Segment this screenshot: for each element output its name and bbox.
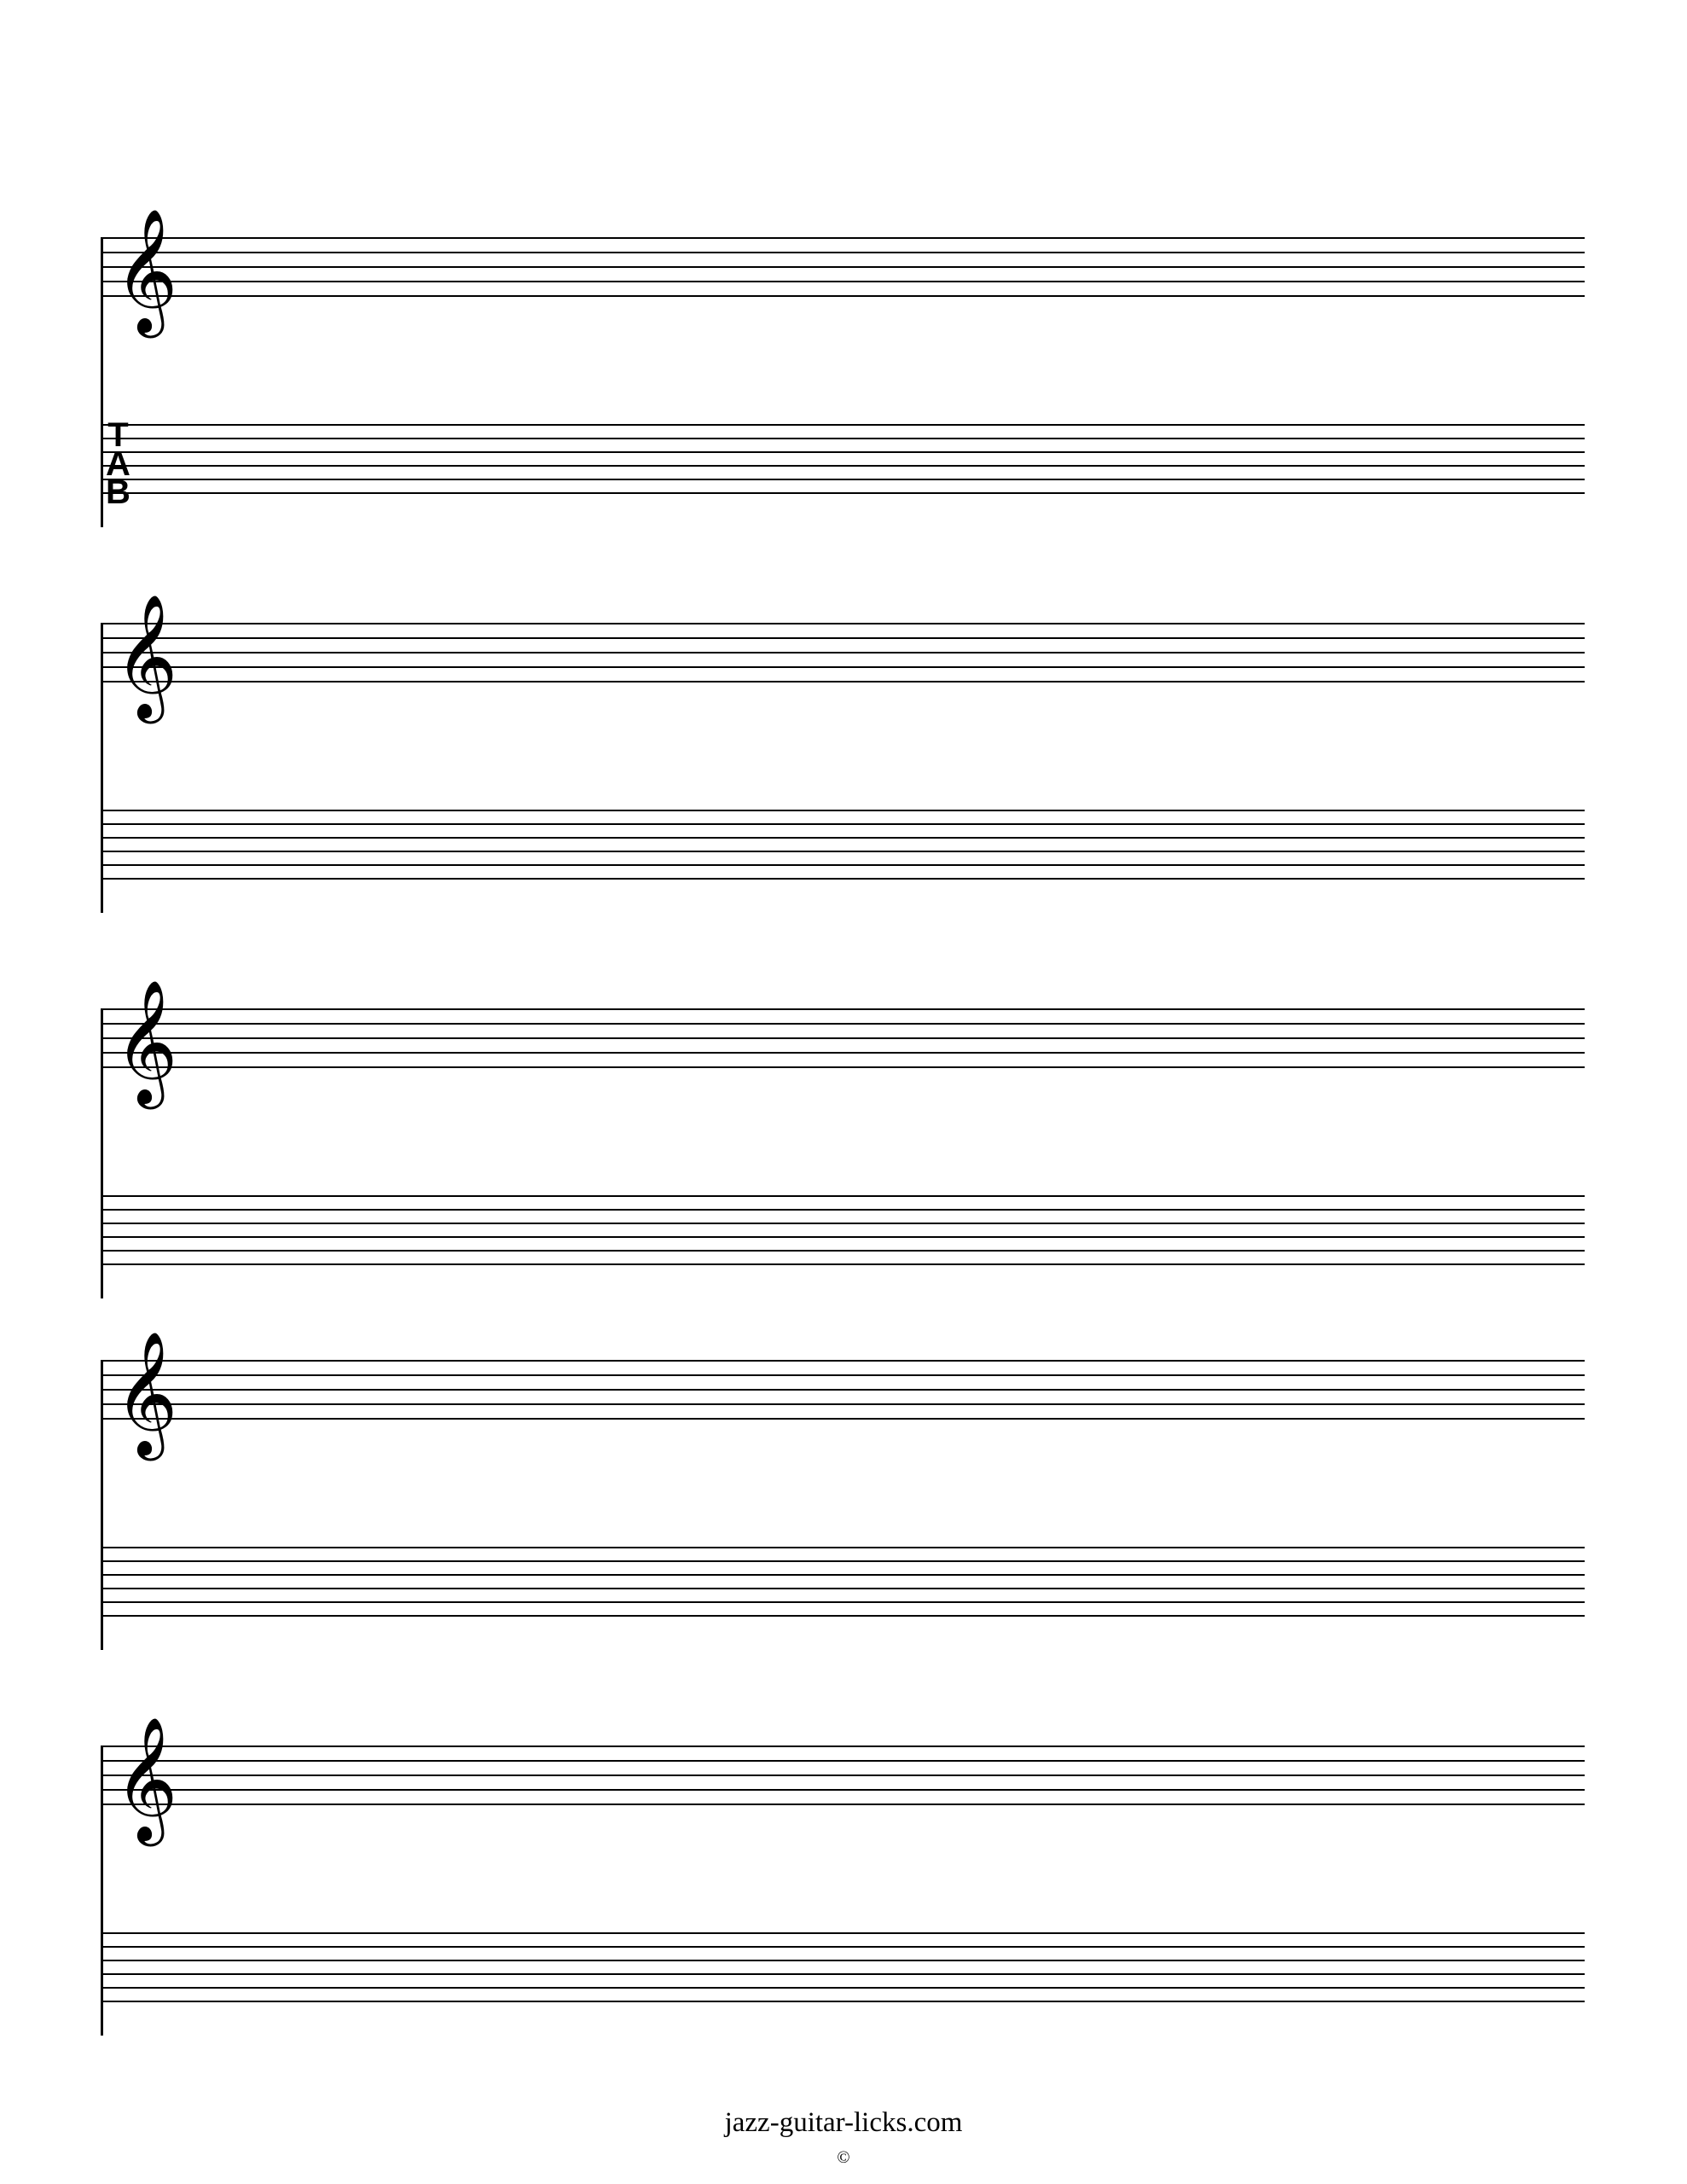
notation-staff-5 [101,1716,1585,1841]
staff-line [101,1066,1585,1068]
tab-line [101,479,1585,480]
treble-clef-icon: 𝄞 [114,1716,178,1841]
tab-line [101,823,1585,825]
tab-line [101,1588,1585,1589]
staff-line [101,681,1585,682]
tab-line [101,2001,1585,2002]
staff-line [101,666,1585,668]
staff-line [101,281,1585,282]
staff-line [101,266,1585,268]
tab-line [101,1615,1585,1617]
tab-line [101,424,1585,426]
tab-line [101,1946,1585,1948]
tab-line [101,1547,1585,1548]
tab-staff-3 [101,1195,1585,1265]
tab-line [101,1250,1585,1252]
notation-staff-1 [101,207,1585,333]
staff-line [101,1037,1585,1039]
tab-line [101,1932,1585,1934]
staff-line [101,252,1585,253]
tab-line [101,492,1585,494]
tab-letter-b: B [106,473,130,512]
tab-line [101,810,1585,811]
staff-line [101,1374,1585,1376]
staff-line [101,637,1585,639]
tab-label [106,416,130,512]
tab-line [101,864,1585,866]
tab-line [101,851,1585,852]
tab-line [101,1263,1585,1265]
tab-staff-2 [101,810,1585,880]
treble-clef-icon: 𝄞 [114,1330,178,1455]
staff-line [101,1760,1585,1762]
notation-staff-2 [101,593,1585,718]
staff-line [101,1052,1585,1054]
staff-line [101,1804,1585,1805]
staff-line [101,623,1585,624]
staff-line [101,237,1585,239]
staff-line [101,1008,1585,1010]
tab-letter-t: T [107,416,129,454]
treble-clef-icon: 𝄞 [114,207,178,333]
tab-line [101,1960,1585,1961]
tab-line [101,1973,1585,1975]
staff-line [101,1023,1585,1025]
footer-copyright: © [837,2148,850,2167]
notation-staff-3 [101,979,1585,1104]
tab-line [101,1560,1585,1562]
footer-website-url[interactable]: jazz-guitar-licks.com [724,2107,963,2138]
staff-line [101,1789,1585,1791]
tab-line [101,1987,1585,1989]
tab-line [101,1195,1585,1197]
tab-staff-1 [101,416,1585,512]
tab-staff-5 [101,1932,1585,2002]
tab-line [101,1223,1585,1224]
staff-line [101,1774,1585,1776]
tab-line [101,878,1585,880]
staff-line [101,1403,1585,1405]
tab-line [101,1236,1585,1238]
staff-line [101,295,1585,297]
tab-line [101,465,1585,467]
tab-line [101,438,1585,439]
tab-line [101,1574,1585,1576]
tab-letter-a: A [106,444,130,483]
staff-line [101,652,1585,653]
tab-line [101,1209,1585,1211]
staff-line [101,1418,1585,1420]
tab-line [101,837,1585,839]
staff-line [101,1745,1585,1747]
treble-clef-icon: 𝄞 [114,979,178,1104]
treble-clef-icon: 𝄞 [114,593,178,718]
staff-line [101,1389,1585,1391]
tab-staff-4 [101,1547,1585,1617]
tab-line [101,451,1585,453]
notation-staff-4 [101,1330,1585,1455]
staff-line [101,1360,1585,1362]
tab-line [101,1601,1585,1603]
